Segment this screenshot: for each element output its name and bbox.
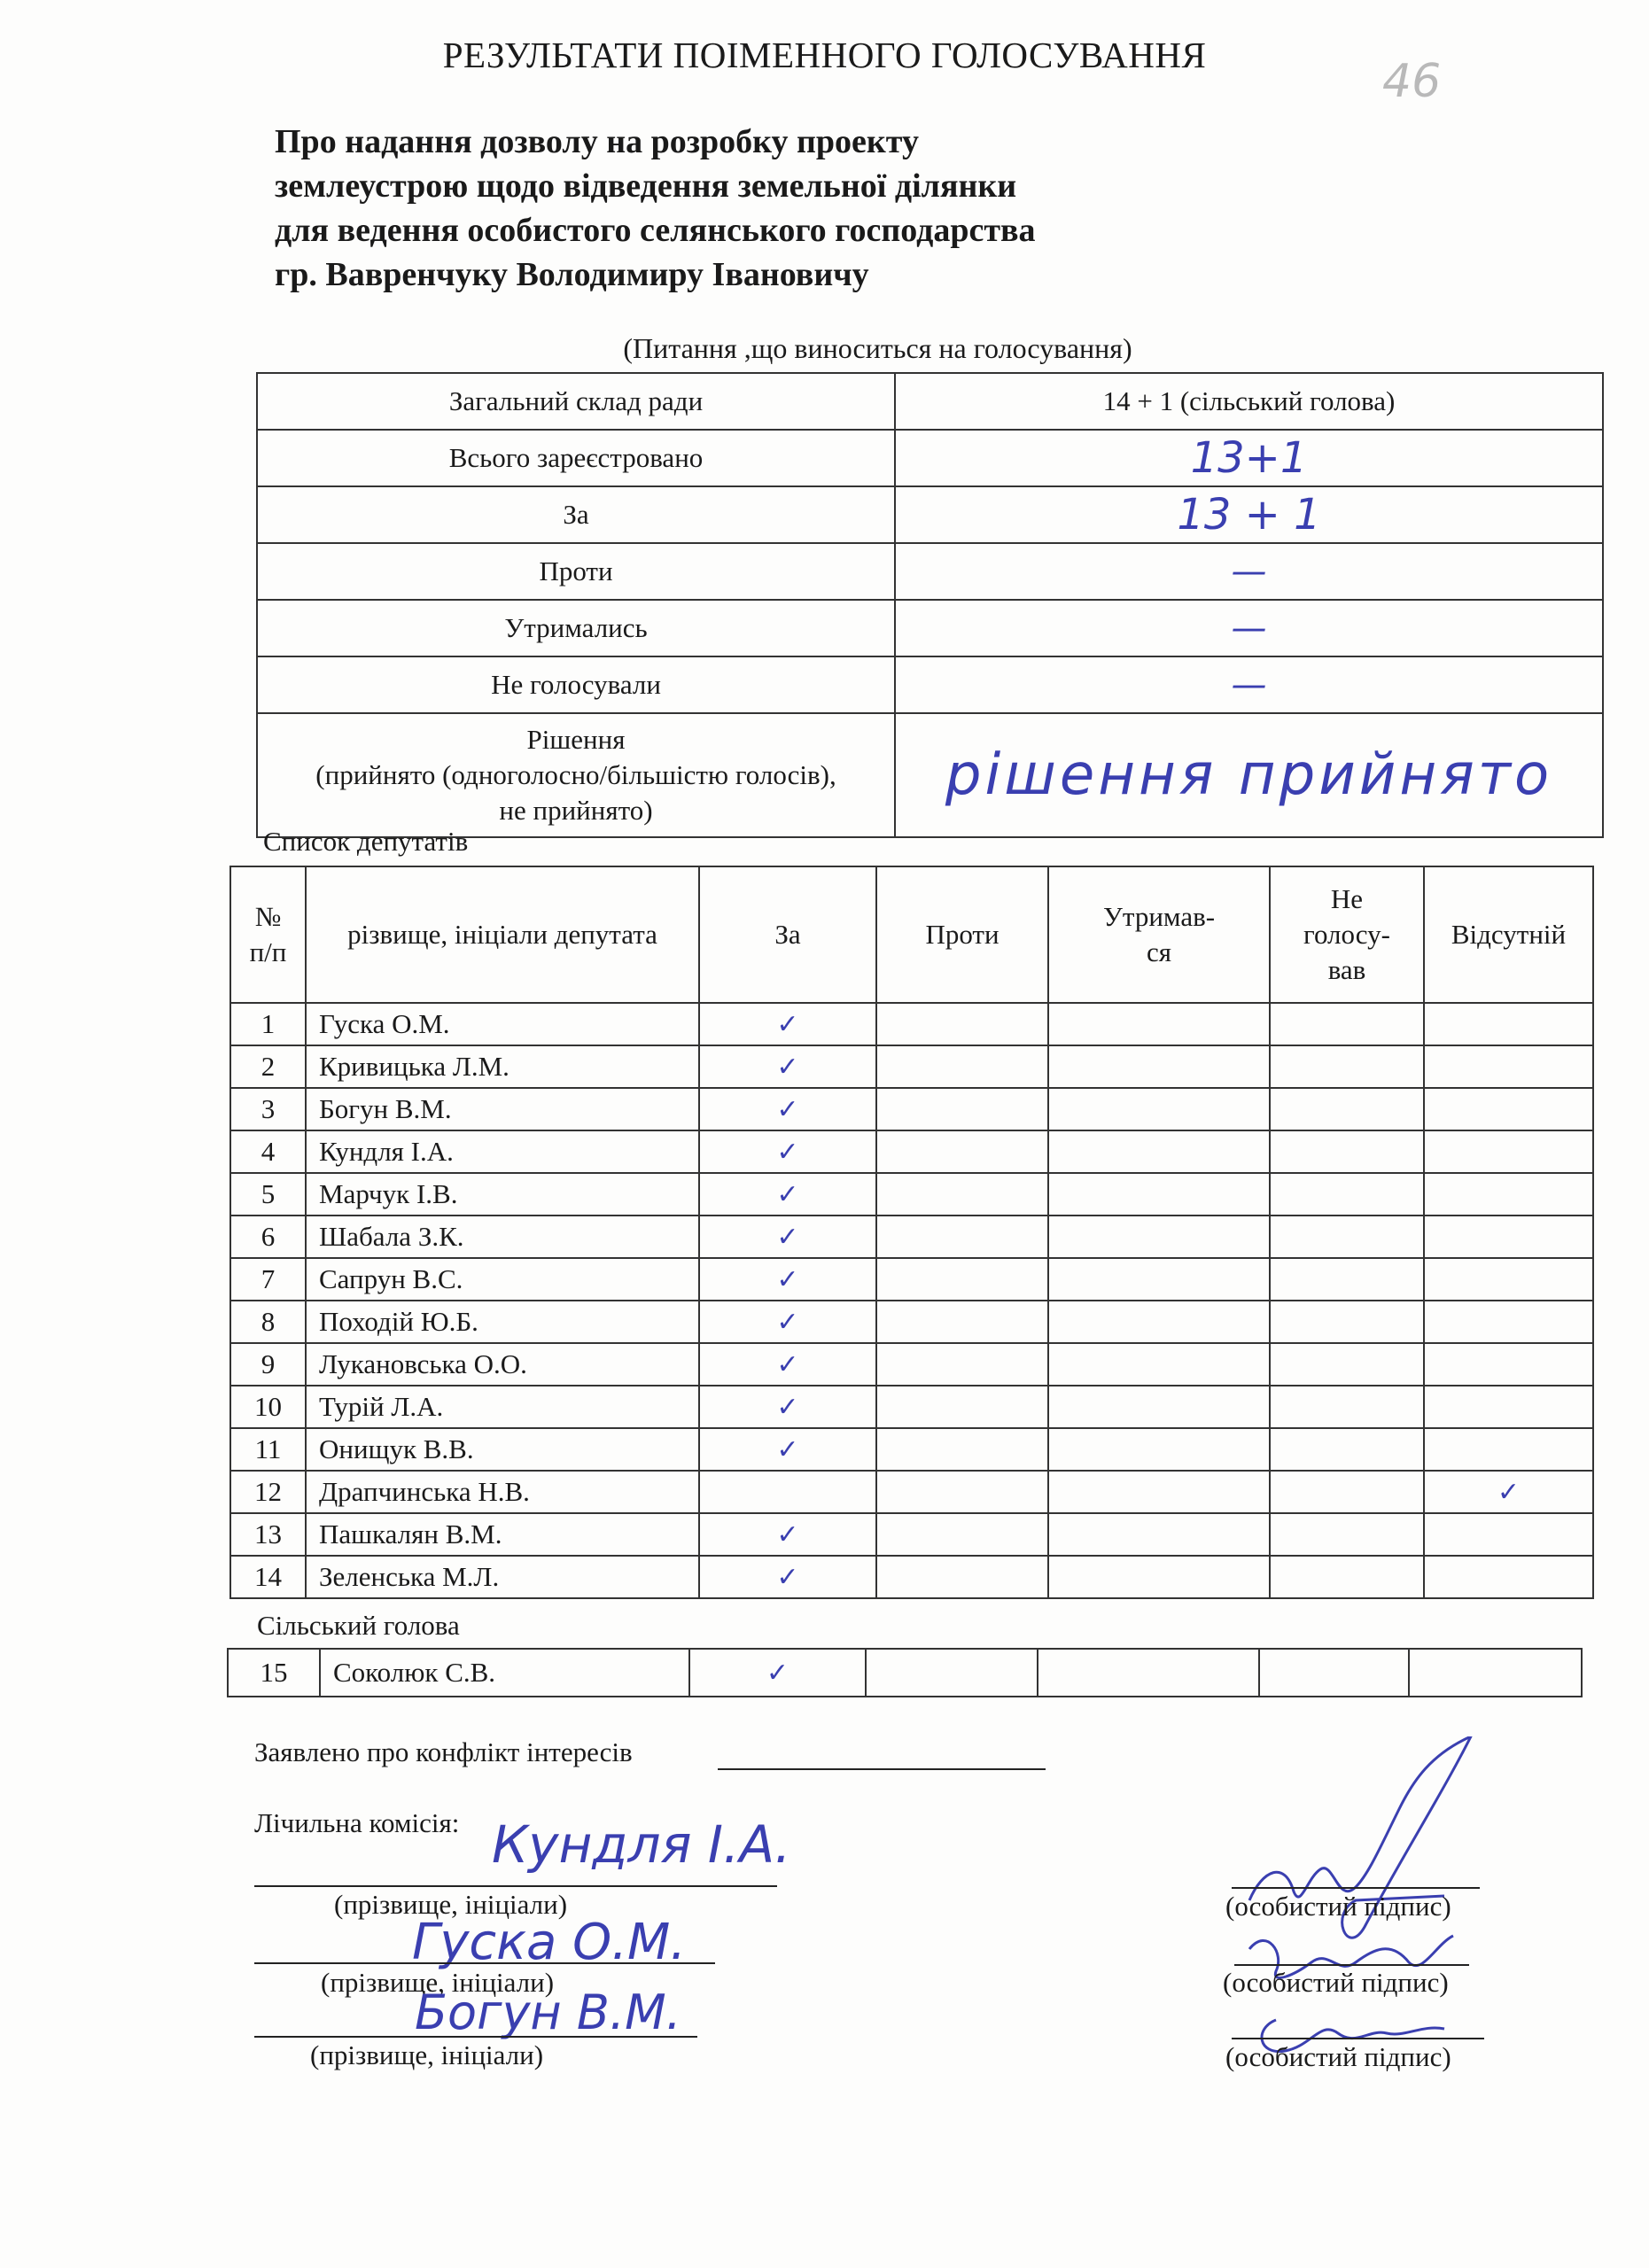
against-cell: [876, 1003, 1048, 1045]
summary-value: 14 + 1 (сільський голова): [895, 373, 1603, 430]
deputy-row: [230, 1088, 1593, 1130]
deputy-row: [230, 1216, 1593, 1258]
for-mark: ✓: [699, 1386, 876, 1428]
name-line: [254, 1885, 777, 1887]
against-cell: [876, 1428, 1048, 1471]
abstain-cell: [1048, 1003, 1270, 1045]
name-line: [254, 2036, 697, 2038]
for-mark: ✓: [699, 1556, 876, 1598]
deputy-name: Драпчинська Н.В.: [306, 1471, 699, 1513]
subject-caption: (Питання ,що виноситься на голосування): [623, 332, 1132, 364]
not-voted-cell: [1270, 1173, 1424, 1216]
col-not-voted-line: Не: [1330, 883, 1364, 914]
absent-cell: [1424, 1045, 1593, 1088]
row-number: 13: [230, 1513, 306, 1556]
summary-label: Проти: [257, 543, 895, 600]
summary-row-decision: [257, 713, 1603, 837]
summary-label: Не голосували: [257, 656, 895, 713]
commission-member-handwritten: Гуска О.М.: [412, 1914, 687, 1971]
against-cell: [876, 1130, 1048, 1173]
against-cell: [876, 1173, 1048, 1216]
subject-title: [275, 120, 1036, 297]
against-cell: [876, 1045, 1048, 1088]
row-number: 14: [230, 1556, 306, 1598]
abstain-cell: [1048, 1386, 1270, 1428]
deputy-row: [230, 1428, 1593, 1471]
against-cell: [876, 1471, 1048, 1513]
against-cell: [876, 1088, 1048, 1130]
for-mark: ✓: [699, 1173, 876, 1216]
against-cell: [866, 1649, 1038, 1697]
absent-cell: [1424, 1343, 1593, 1386]
for-cell: [699, 1471, 876, 1513]
row-number: 6: [230, 1216, 306, 1258]
not-voted-cell: [1270, 1130, 1424, 1173]
village-head-row: [228, 1649, 1582, 1697]
summary-table: [256, 372, 1604, 838]
summary-row: [257, 486, 1603, 543]
deputy-row: [230, 1386, 1593, 1428]
decision-label-line: не прийнято): [499, 795, 653, 826]
deputy-name: Кундля І.А.: [306, 1130, 699, 1173]
not-voted-cell: [1270, 1216, 1424, 1258]
col-absent-header: Відсутній: [1424, 866, 1593, 1003]
absent-cell: [1424, 1386, 1593, 1428]
deputy-row: [230, 1173, 1593, 1216]
summary-value-handwritten: 13+1: [895, 430, 1603, 486]
abstain-cell: [1048, 1301, 1270, 1343]
not-voted-cell: [1270, 1428, 1424, 1471]
deputy-row: [230, 1045, 1593, 1088]
deputy-row: [230, 1003, 1593, 1045]
signature-caption: (особистий підпис): [1223, 1967, 1449, 1998]
conflict-of-interest-line: [718, 1768, 1046, 1770]
not-voted-cell: [1259, 1649, 1409, 1697]
commission-label: Лічильна комісія:: [254, 1807, 460, 1838]
absent-cell: [1424, 1513, 1593, 1556]
not-voted-cell: [1270, 1471, 1424, 1513]
deputy-name: Зеленська М.Л.: [306, 1556, 699, 1598]
deputy-row: [230, 1471, 1593, 1513]
abstain-cell: [1048, 1428, 1270, 1471]
deputy-row: [230, 1130, 1593, 1173]
not-voted-cell: [1270, 1556, 1424, 1598]
not-voted-cell: [1270, 1003, 1424, 1045]
subject-line: гр. Вавренчуку Володимиру Івановичу: [275, 256, 869, 293]
abstain-cell: [1048, 1216, 1270, 1258]
abstain-cell: [1048, 1471, 1270, 1513]
col-name-header: різвище, ініціали депутата: [306, 866, 699, 1003]
signature-line: [1232, 2038, 1484, 2039]
not-voted-cell: [1270, 1045, 1424, 1088]
row-number: 4: [230, 1130, 306, 1173]
row-number: 9: [230, 1343, 306, 1386]
deputy-row: [230, 1556, 1593, 1598]
for-mark: ✓: [699, 1088, 876, 1130]
name-line: [254, 1962, 715, 1964]
col-not-voted-header: [1270, 866, 1424, 1003]
col-abstain-line: Утримав-: [1102, 901, 1216, 932]
name-caption: (прізвище, ініціали): [321, 1967, 555, 1998]
absent-mark: ✓: [1424, 1471, 1593, 1513]
commission-member-handwritten: Кундля І.А.: [492, 1814, 791, 1875]
row-number: 15: [228, 1649, 320, 1697]
subject-line: Про надання дозволу на розробку проекту: [275, 123, 919, 160]
deputies-section-label: Список депутатів: [263, 826, 469, 857]
abstain-cell: [1048, 1258, 1270, 1301]
absent-cell: [1424, 1173, 1593, 1216]
deputy-row: [230, 1258, 1593, 1301]
not-voted-cell: [1270, 1343, 1424, 1386]
name-caption: (прізвище, ініціали): [334, 1889, 568, 1920]
village-head-name: Соколюк С.В.: [320, 1649, 689, 1697]
col-abstain-line: ся: [1146, 936, 1172, 967]
col-abstain-header: [1048, 866, 1270, 1003]
row-number: 11: [230, 1428, 306, 1471]
row-number: 5: [230, 1173, 306, 1216]
subject-line: землеустрою щодо відведення земельної ділянки: [275, 167, 1017, 205]
page-title: РЕЗУЛЬТАТИ ПОІМЕННОГО ГОЛОСУВАННЯ: [442, 35, 1207, 75]
not-voted-cell: [1270, 1088, 1424, 1130]
deputy-name: Марчук І.В.: [306, 1173, 699, 1216]
absent-cell: [1424, 1301, 1593, 1343]
deputy-name: Турій Л.А.: [306, 1386, 699, 1428]
summary-value-handwritten: —: [895, 600, 1603, 656]
against-cell: [876, 1556, 1048, 1598]
deputy-row: [230, 1343, 1593, 1386]
summary-label: Загальний склад ради: [257, 373, 895, 430]
deputies-table: [229, 866, 1594, 1599]
summary-row: [257, 543, 1603, 600]
row-number: 7: [230, 1258, 306, 1301]
signature-line: [1234, 1964, 1469, 1966]
against-cell: [876, 1386, 1048, 1428]
decision-label-line: (прийнято (одноголосно/більшістю голосів),: [315, 759, 836, 790]
conflict-of-interest-label: Заявлено про конфлікт інтересів: [254, 1736, 633, 1767]
col-not-voted-line: голосу-: [1303, 919, 1390, 950]
absent-cell: [1424, 1556, 1593, 1598]
abstain-cell: [1048, 1173, 1270, 1216]
for-mark: ✓: [699, 1130, 876, 1173]
absent-cell: [1424, 1428, 1593, 1471]
deputy-name: Сапрун В.С.: [306, 1258, 699, 1301]
not-voted-cell: [1270, 1386, 1424, 1428]
summary-row: [257, 430, 1603, 486]
against-cell: [876, 1216, 1048, 1258]
absent-cell: [1424, 1258, 1593, 1301]
for-mark: ✓: [699, 1301, 876, 1343]
col-num-header: [230, 866, 306, 1003]
col-for-header: За: [699, 866, 876, 1003]
row-number: 8: [230, 1301, 306, 1343]
commission-member-handwritten: Богун В.М.: [415, 1984, 681, 2040]
for-mark: ✓: [699, 1428, 876, 1471]
summary-value-handwritten: 13 + 1: [895, 486, 1603, 543]
summary-label: За: [257, 486, 895, 543]
for-mark: ✓: [699, 1045, 876, 1088]
deputy-name: Шабала З.К.: [306, 1216, 699, 1258]
row-number: 3: [230, 1088, 306, 1130]
abstain-cell: [1048, 1045, 1270, 1088]
for-mark: ✓: [699, 1513, 876, 1556]
not-voted-cell: [1270, 1513, 1424, 1556]
absent-cell: [1424, 1088, 1593, 1130]
deputy-row: [230, 1301, 1593, 1343]
deputy-name: Гуска О.М.: [306, 1003, 699, 1045]
row-number: 10: [230, 1386, 306, 1428]
summary-label: Утримались: [257, 600, 895, 656]
signature-line: [1232, 1887, 1480, 1889]
summary-label: Всього зареєстровано: [257, 430, 895, 486]
not-voted-cell: [1270, 1301, 1424, 1343]
deputy-name: Онищук В.В.: [306, 1428, 699, 1471]
abstain-cell: [1048, 1130, 1270, 1173]
signature-caption: (особистий підпис): [1225, 1891, 1451, 1922]
decision-value-handwritten: рішення прийнято: [895, 713, 1603, 837]
deputy-name: Походій Ю.Б.: [306, 1301, 699, 1343]
col-not-voted-line: вав: [1327, 954, 1366, 985]
decision-label: [257, 713, 895, 837]
col-num-line: п/п: [249, 936, 287, 967]
for-mark: ✓: [699, 1003, 876, 1045]
deputy-name: Богун В.М.: [306, 1088, 699, 1130]
deputies-header-row: [230, 866, 1593, 1003]
summary-value-handwritten: —: [895, 656, 1603, 713]
absent-cell: [1424, 1003, 1593, 1045]
deputy-row: [230, 1513, 1593, 1556]
decision-label-line: Рішення: [526, 724, 626, 755]
absent-cell: [1409, 1649, 1582, 1697]
summary-value-handwritten: —: [895, 543, 1603, 600]
abstain-cell: [1038, 1649, 1259, 1697]
subject-line: для ведення особистого селянського господарства: [275, 212, 1036, 249]
deputy-name: Пашкалян В.М.: [306, 1513, 699, 1556]
against-cell: [876, 1258, 1048, 1301]
summary-row: [257, 373, 1603, 430]
not-voted-cell: [1270, 1258, 1424, 1301]
abstain-cell: [1048, 1088, 1270, 1130]
row-number: 2: [230, 1045, 306, 1088]
against-cell: [876, 1513, 1048, 1556]
abstain-cell: [1048, 1556, 1270, 1598]
summary-row: [257, 656, 1603, 713]
against-cell: [876, 1343, 1048, 1386]
for-mark: ✓: [699, 1216, 876, 1258]
absent-cell: [1424, 1216, 1593, 1258]
row-number: 1: [230, 1003, 306, 1045]
abstain-cell: [1048, 1513, 1270, 1556]
for-mark: ✓: [699, 1258, 876, 1301]
village-head-table: [227, 1648, 1583, 1697]
signature-caption: (особистий підпис): [1225, 2041, 1451, 2072]
against-cell: [876, 1301, 1048, 1343]
deputies-body: [230, 1003, 1593, 1598]
for-mark: ✓: [699, 1343, 876, 1386]
abstain-cell: [1048, 1343, 1270, 1386]
absent-cell: [1424, 1130, 1593, 1173]
village-head-label: Сільський голова: [257, 1610, 460, 1641]
row-number: 12: [230, 1471, 306, 1513]
deputy-name: Кривицька Л.М.: [306, 1045, 699, 1088]
deputy-name: Лукановська О.О.: [306, 1343, 699, 1386]
page-number: 46: [1382, 55, 1442, 108]
col-against-header: Проти: [876, 866, 1048, 1003]
name-caption: (прізвище, ініціали): [310, 2039, 544, 2070]
summary-row: [257, 600, 1603, 656]
col-num-line: №: [254, 901, 282, 932]
for-mark: ✓: [689, 1649, 866, 1697]
